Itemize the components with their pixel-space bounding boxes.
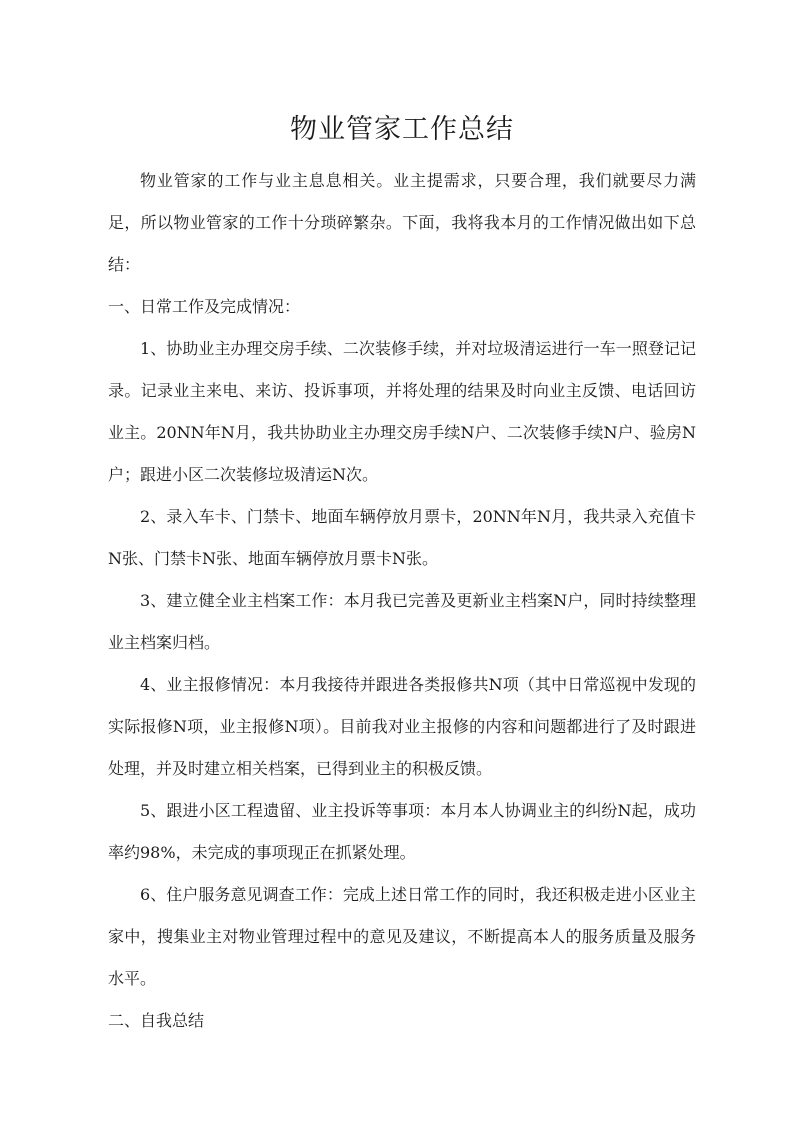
list-item: 1、协助业主办理交房手续、二次装修手续，并对垃圾清运进行一车一照登记记录。记录业主来电、来访、投诉事项，并将处理的结果及时向业主反馈、电话回访业主。20NN年N月，我共协助业主办理交房手续N户、二次装修手续N户、验房N户；跟进小区二次装修垃圾清运N次。 [108,339,696,484]
list-item: 3、建立健全业主档案工作：本月我已完善及更新业主档案N户，同时持续整理业主档案归档。 [108,591,696,652]
document-title: 物业管家工作总结 [290,114,514,145]
section-heading-daily-work: 一、日常工作及完成情况： [108,297,301,316]
document-body [108,110,696,1042]
section-heading-self-summary: 二、自我总结 [108,1011,205,1030]
list-item: 6、住户服务意见调查工作：完成上述日常工作的同时，我还积极走进小区业主家中，搜集业主对物业管理过程中的意见及建议，不断提高本人的服务质量及服务水平。 [108,885,696,988]
list-item: 2、录入车卡、门禁卡、地面车辆停放月票卡，20NN年N月，我共录入充值卡N张、门禁卡N张、地面车辆停放月票卡N张。 [108,507,696,568]
list-item: 4、业主报修情况：本月我接待并跟进各类报修共N项（其中日常巡视中发现的实际报修N项，业主报修N项）。目前我对业主报修的内容和问题都进行了及时跟进处理，并及时建立相关档案，已得到业主的积极反馈。 [108,675,696,778]
intro-paragraph: 物业管家的工作与业主息息相关。业主提需求，只要合理，我们就要尽力满足，所以物业管家的工作十分琐碎繁杂。下面，我将我本月的工作情况做出如下总结： [108,171,696,274]
list-item: 5、跟进小区工程遗留、业主投诉等事项：本月本人协调业主的纠纷N起，成功率约98%，未完成的事项现正在抓紧处理。 [108,801,696,862]
